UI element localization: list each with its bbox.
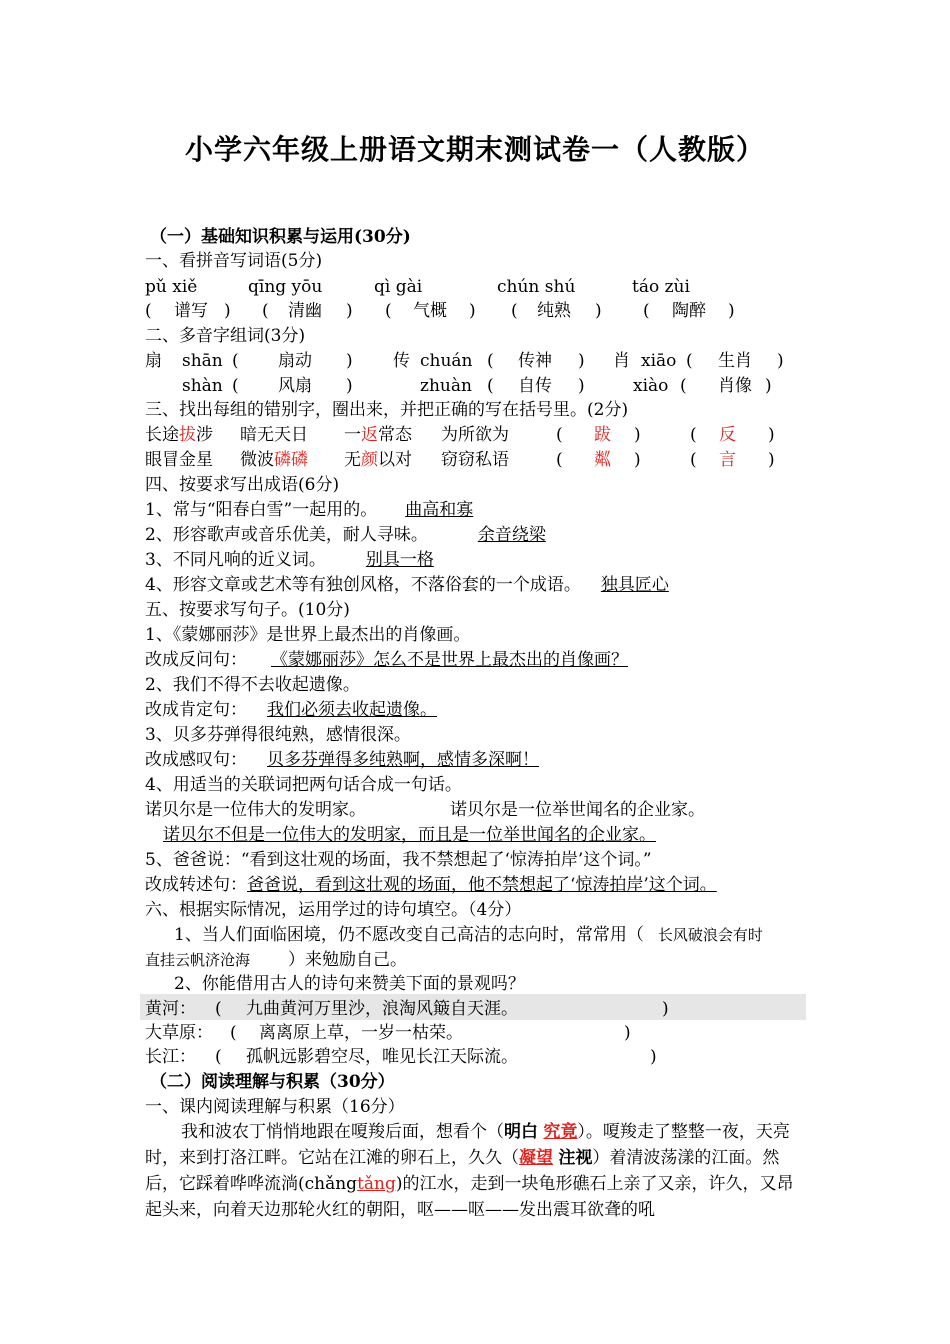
pinyin-item: qīng yōu bbox=[248, 277, 323, 297]
idiom-prompt: 1、常与“阳春白雪”一起用的。 bbox=[145, 500, 378, 520]
answer-label: 改成感叹句： bbox=[145, 750, 247, 770]
poem-answer: 孤帆远影碧空尽，唯见长江天际流。 bbox=[246, 1047, 518, 1067]
poem-prompt bbox=[174, 924, 763, 946]
answer-word: 传神 bbox=[518, 351, 552, 371]
q5-heading: 五、按要求写句子。(10分) bbox=[145, 600, 350, 620]
poem-answer: 离离原上草，一岁一枯荣。 bbox=[259, 1023, 463, 1043]
answer-word: 清幽 bbox=[288, 301, 322, 321]
poem-answer: 长风破浪会有时 bbox=[657, 926, 763, 944]
q1-heading: 一、看拼音写词语(5分) bbox=[145, 251, 323, 271]
pinyin-item: xiào bbox=[633, 376, 669, 396]
typo-word: 一 bbox=[344, 425, 361, 445]
sentence-part: 诺贝尔是一位举世闻名的企业家。 bbox=[450, 800, 705, 820]
typo-char: 拔 bbox=[179, 425, 196, 445]
polyphone-char: 肖 bbox=[613, 351, 630, 371]
idiom-question bbox=[145, 574, 715, 596]
typo-word: 常态 bbox=[378, 425, 412, 445]
q4-heading: 四、按要求写出成语(6分) bbox=[145, 475, 340, 495]
answer-word: 谱写 bbox=[174, 301, 208, 321]
correction: 言 bbox=[719, 450, 736, 470]
idiom-prompt: 3、不同凡响的近义词。 bbox=[145, 550, 326, 570]
sentence-prompt: 5、爸爸说：“看到这壮观的场面，我不禁想起了‘惊涛拍岸’这个词。” bbox=[145, 850, 652, 870]
typo-char: 颜 bbox=[361, 450, 378, 470]
answer-word: 陶醉 bbox=[672, 301, 706, 321]
section-basic-heading: （一）基础知识积累与运用(30分) bbox=[150, 227, 411, 247]
sentence-answer-line bbox=[145, 874, 717, 896]
pinyin-item: pǔ xiě bbox=[145, 277, 198, 297]
idiom-prompt: 2、形容歌声或音乐优美，耐人寻味。 bbox=[145, 525, 428, 545]
pinyin-item: qì gài bbox=[374, 277, 423, 297]
sentence-answer-line bbox=[145, 699, 669, 721]
passage-text: 我和波农丁悄悄地跟在嗄羧后面，想看个（ bbox=[181, 1122, 504, 1142]
q6-heading: 六、根据实际情况，运用学过的诗句填空。（4分） bbox=[145, 900, 522, 920]
q2-heading: 二、多音字组词(3分) bbox=[145, 326, 306, 346]
answer-word: 扇动 bbox=[278, 351, 312, 371]
pinyin-item: zhuàn bbox=[420, 376, 472, 396]
correction: 跋 bbox=[594, 425, 611, 445]
sentence-answer: 贝多芬弹得多纯熟啊，感情多深啊！ bbox=[267, 750, 539, 770]
passage-text: ）着清波荡漾的江面。然后，它踩着哗哗流淌(chǎng bbox=[145, 1148, 780, 1194]
passage-text: )的江水，走到一块龟形礁石上亲了又亲，许久，又昂起头来，向着天边那轮火红的朝阳，呕——呕——发出震耳欲聋的吼 bbox=[145, 1174, 794, 1220]
pinyin-item: chuán bbox=[420, 351, 473, 371]
answer-word: 纯熟 bbox=[537, 301, 571, 321]
reading-passage bbox=[145, 1119, 808, 1223]
typo-word: 无 bbox=[344, 450, 361, 470]
sentence-prompt: 4、用适当的关联词把两句话合成一句话。 bbox=[145, 775, 462, 795]
idiom-prompt: 4、形容文章或艺术等有独创风格，不落俗套的一个成语。 bbox=[145, 575, 581, 595]
sentence-answer-line bbox=[145, 824, 727, 846]
section-reading-heading: （二）阅读理解与积累（30分） bbox=[150, 1072, 395, 1092]
prompt-text: ）来勉励自己。 bbox=[288, 950, 408, 970]
typo-char: 磷磷 bbox=[274, 450, 308, 470]
answer-label: 改成肯定句： bbox=[145, 700, 247, 720]
sentence-prompt: 1、《蒙娜丽莎》是世界上最杰出的肖像画。 bbox=[145, 625, 471, 645]
poem-prompt: 2、你能借用古人的诗句来赞美下面的景观吗？ bbox=[174, 974, 525, 994]
sentence-prompt: 3、贝多芬弹得很纯熟，感情很深。 bbox=[145, 725, 411, 745]
typo-word: 以对 bbox=[378, 450, 412, 470]
typo-word: 眼冒金星 bbox=[145, 450, 213, 470]
prompt-text: 1、当人们面临困境，仍不愿改变自己高洁的志向时，常常用（ bbox=[174, 925, 644, 945]
answer-word: 风扇 bbox=[278, 376, 312, 396]
sentence-part: 诺贝尔是一位伟大的发明家。 bbox=[145, 800, 366, 820]
idiom-question bbox=[145, 549, 496, 571]
pinyin-item: xiāo bbox=[641, 351, 677, 371]
passage-text: ）。嗄羧走了整整一夜，天亮时，来到打洛江畔。它站在江滩的卵石上，久久（ bbox=[145, 1122, 790, 1168]
idiom-answer: 独具匠心 bbox=[600, 575, 669, 595]
polyphone-char: 扇 bbox=[145, 351, 162, 371]
typo-word: 窃窃私语 bbox=[441, 450, 509, 470]
answer-label: 改成转述句： bbox=[145, 875, 247, 895]
typo-word: 长途 bbox=[145, 425, 179, 445]
polyphone-char: 传 bbox=[393, 351, 410, 371]
pinyin-item: táo zùi bbox=[632, 277, 690, 297]
idiom-question bbox=[145, 499, 582, 521]
scene-label: 长江： bbox=[145, 1047, 196, 1067]
typo-word: 微波 bbox=[240, 450, 274, 470]
reading-heading: 一、课内阅读理解与积累（16分） bbox=[145, 1097, 405, 1117]
idiom-answer: 曲高和寡 bbox=[405, 500, 474, 520]
sentence-answer: 诺贝尔不但是一位伟大的发明家，而且是一位举世闻名的企业家。 bbox=[163, 825, 656, 845]
typo-word: 涉 bbox=[196, 425, 213, 445]
idiom-question bbox=[145, 524, 598, 546]
answer-word: 自传 bbox=[518, 376, 552, 396]
sentence-prompt: 2、我们不得不去收起遗像。 bbox=[145, 675, 360, 695]
pinyin-correct: tǎng bbox=[357, 1174, 396, 1194]
idiom-answer: 别具一格 bbox=[365, 550, 434, 570]
typo-word: 为所欲为 bbox=[441, 425, 509, 445]
typo-word: 暗无天日 bbox=[240, 425, 308, 445]
word-option-correct: 凝望 bbox=[519, 1148, 553, 1168]
answer-word: 肖像 bbox=[718, 376, 752, 396]
pinyin-item: shān bbox=[182, 351, 223, 371]
page-title: 小学六年级上册语文期末测试卷一（人教版） bbox=[184, 133, 765, 166]
q3-heading: 三、找出每组的错别字，圈出来，并把正确的写在括号里。(2分) bbox=[145, 400, 629, 420]
answer-word: 气概 bbox=[413, 301, 447, 321]
typo-char: 返 bbox=[361, 425, 378, 445]
answer-word: 生肖 bbox=[718, 351, 752, 371]
sentence-answer: 我们必须去收起遗像。 bbox=[267, 700, 437, 720]
poem-answer: 直挂云帆济沧海 bbox=[145, 951, 251, 969]
word-option-correct: 究竟 bbox=[543, 1122, 578, 1142]
scene-label: 大草原： bbox=[145, 1023, 213, 1043]
sentence-answer: 爸爸说，看到这壮观的场面，他不禁想起了‘惊涛拍岸’这个词。 bbox=[247, 875, 717, 895]
exam-page: 小学六年级上册语文期末测试卷一（人教版） （一）基础知识积累与运用(30分) 一、看拼音写词语(5分) pǔ xiě qīng yōu qì gài chún shú táo zùi ( 谱写 ) ( 清幽 ) ( 气概 ) ( 纯熟 ) ( 陶醉 ) 二、多音字组词(3分) 扇 shān ( 扇动 ) 传 chuán ( 传神 ) 肖 xiāo ( 生肖 ) shàn ( 风扇 ) zhuàn ( 自传 ) xiào ( 肖像 ) 三、找出每组的错别字，圈出来，并把正确的写在括号里。(2分) 长途拔涉 暗无天日 一返常态 为所欲为 ( 跋 ) ( 反 ) 眼冒金星 微波磷磷 无颜以对 窃窃私语 ( 粼 ) ( 言 ) 四、按要求写出成语(6分) 1、常与“阳春白雪”一起用的。 曲高和寡 2、形容歌声或音乐优美，耐人寻味。 余音绕梁 3、不同凡响的近义词。 别具一格 4、形容文章或艺术等有独创风格，不落俗套的一个成语。 独具匠心 五、按要求写句子。(10分) 1、《蒙娜丽莎》是世界上最杰出的肖像画。 改成反问句： 《蒙娜丽莎》怎么不是世界上最杰出的肖像画？ 2、我们不得不去收起遗像。 改成肯定句： 我们必须去收起遗像。 3、贝多芬弹得很纯熟，感情很深。 改成感叹句： 贝多芬弹得多纯熟啊，感情多深啊！ 4、用适当的关联词把两句话合成一句话。 诺贝尔是一位伟大的发明家。 诺贝尔是一位举世闻名的企业家。 诺贝尔不但是一位伟大的发明家，而且是一位举世闻名的企业家。 5、爸爸说：“看到这壮观的场面，我不禁想起了‘惊涛拍岸’这个词。” 改成转述句：爸爸说，看到这壮观的场面，他不禁想起了‘惊涛拍岸’这个词。 六、根据实际情况，运用学过的诗句填空。（4分） 1、当人们面临困境，仍不愿改变自己高洁的志向时，常常用（ 长风破浪会有时 直挂云帆济沧海 ）来勉励自己。 2、你能借用古人的诗句来赞美下面的景观吗？ 黄河： ( 九曲黄河万里沙，浪淘风簸自天涯。 ) 大草原： ( 离离原上草，一岁一枯荣。 ) 长江： ( 孤帆远影碧空尽，唯见长江天际流。 ) （二）阅读理解与积累（30分） 一、课内阅读理解与积累（16分） 我和波农丁悄悄地跟在嗄羧后面，想看个（明白 究竟）。嗄羧走了整整一夜，天亮时，来到打洛江畔。它站在江滩的卵石上，久久（凝望 注视）着清波荡漾的江面。然后，它踩着哗哗流淌(chǎngtǎng)的江水，走到一块龟形礁石上亲了又亲，许久，又昂起头来，向着天边那轮火红的朝阳，呕——呕——发出震耳欲聋的吼 bbox=[0, 0, 950, 1344]
correction: 粼 bbox=[594, 450, 611, 470]
scene-label: 黄河： bbox=[145, 999, 196, 1019]
word-option: 明白 bbox=[504, 1122, 538, 1142]
pinyin-item: shàn bbox=[182, 376, 223, 396]
answer-label: 改成反问句： bbox=[145, 650, 247, 670]
correction: 反 bbox=[719, 425, 736, 445]
pinyin-item: chún shú bbox=[497, 277, 576, 297]
idiom-answer: 余音绕梁 bbox=[477, 525, 546, 545]
poem-answer: 九曲黄河万里沙，浪淘风簸自天涯。 bbox=[246, 999, 518, 1019]
sentence-answer-line bbox=[145, 749, 707, 771]
sentence-answer-line bbox=[145, 649, 727, 671]
sentence-answer: 《蒙娜丽莎》怎么不是世界上最杰出的肖像画？ bbox=[271, 650, 628, 670]
poem-prompt bbox=[145, 949, 407, 971]
word-option: 注视 bbox=[558, 1148, 593, 1168]
